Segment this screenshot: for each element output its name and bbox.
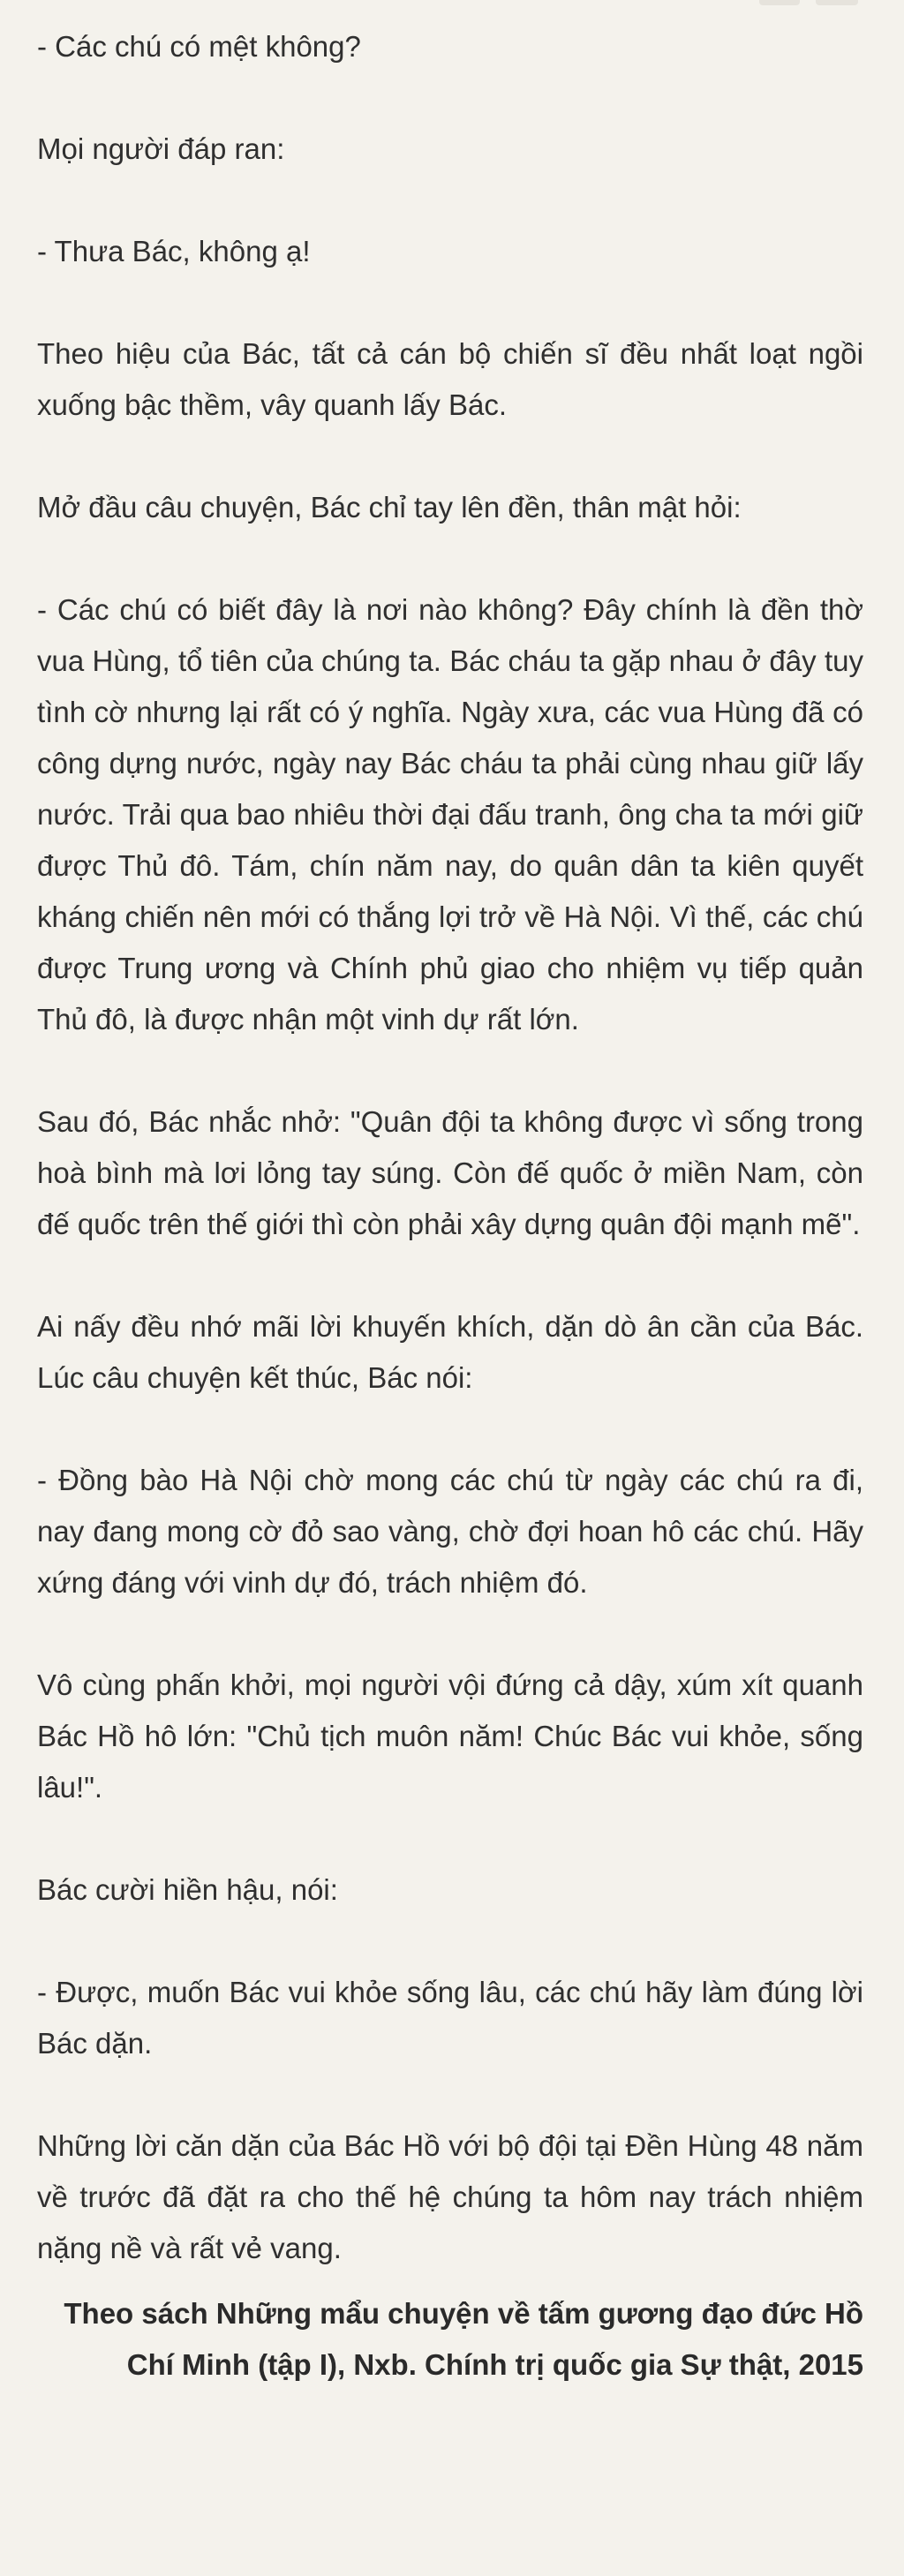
paragraph: - Các chú có mệt không?	[37, 30, 361, 63]
paragraph: Bác cười hiền hậu, nói:	[37, 1873, 338, 1906]
article-body	[37, 21, 863, 2391]
paragraph: Mọi người đáp ran:	[37, 132, 285, 165]
paragraph: Sau đó, Bác nhắc nhở: "Quân đội ta không được vì sống trong hoà bình mà lơi lỏng tay súng. Còn đế quốc ở miền Nam, còn đế quốc trên thế giới thì còn phải xây dựng quân đội mạnh mẽ".	[37, 1105, 863, 1240]
top-strip	[0, 0, 904, 9]
paragraph: Theo hiệu của Bác, tất cả cán bộ chiến sĩ đều nhất loạt ngồi xuống bậc thềm, vây quanh lấy Bác.	[37, 337, 863, 421]
paragraph: Mở đầu câu chuyện, Bác chỉ tay lên đền, thân mật hỏi:	[37, 491, 742, 523]
paragraph: - Đồng bào Hà Nội chờ mong các chú từ ngày các chú ra đi, nay đang mong cờ đỏ sao vàng, chờ đợi hoan hô các chú. Hãy xứng đáng với vinh dự đó, trách nhiệm đó.	[37, 1464, 863, 1599]
paragraph: - Thưa Bác, không ạ!	[37, 235, 311, 267]
paragraph: Ai nấy đều nhớ mãi lời khuyến khích, dặn dò ân cần của Bác. Lúc câu chuyện kết thúc, Bác nói:	[37, 1310, 863, 1394]
paragraph: Vô cùng phấn khởi, mọi người vội đứng cả dậy, xúm xít quanh Bác Hồ hô lớn: "Chủ tịch muôn năm! Chúc Bác vui khỏe, sống lâu!".	[37, 1668, 863, 1804]
top-tab-edge	[759, 0, 800, 5]
top-tab-edge	[816, 0, 858, 5]
paragraph: Những lời căn dặn của Bác Hồ với bộ đội tại Đền Hùng 48 năm về trước đã đặt ra cho thế hệ chúng ta hôm nay trách nhiệm nặng nề và rất vẻ vang.	[37, 2129, 863, 2264]
paragraph: - Được, muốn Bác vui khỏe sống lâu, các chú hãy làm đúng lời Bác dặn.	[37, 1976, 863, 2060]
source-citation: Theo sách Những mẩu chuyện về tấm gương đạo đức Hồ Chí Minh (tập I), Nxb. Chính trị quốc gia Sự thật, 2015	[64, 2297, 863, 2381]
paragraph: - Các chú có biết đây là nơi nào không? Đây chính là đền thờ vua Hùng, tổ tiên của chúng ta. Bác cháu ta gặp nhau ở đây tuy tình cờ nhưng lại rất có ý nghĩa. Ngày xưa, các vua Hùng đã có công dựng nước, ngày nay Bác cháu ta phải cùng nhau giữ lấy nước. Trải qua bao nhiêu thời đại đấu tranh, ông cha ta mới giữ được Thủ đô. Tám, chín năm nay, do quân dân ta kiên quyết kháng chiến nên mới có thắng lợi trở về Hà Nội. Vì thế, các chú được Trung ương và Chính phủ giao cho nhiệm vụ tiếp quản Thủ đô, là được nhận một vinh dự rất lớn.	[37, 593, 863, 1036]
